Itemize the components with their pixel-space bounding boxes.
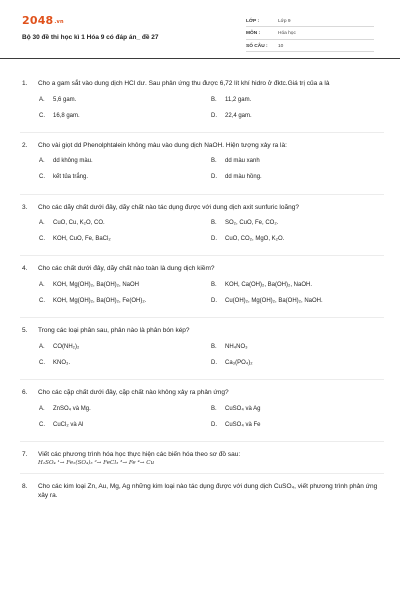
option-text: 22,4 gam. <box>225 112 252 119</box>
question-text: Cho các dãy chất dưới đây, dãy chất nào tác dụng được với dung dịch axit sunfuric loãng? <box>38 203 299 211</box>
answer-option[interactable] <box>211 234 383 244</box>
question-text: Cho các chất dưới đây, dãy chất nào toàn là dung dịch kiềm? <box>38 265 215 273</box>
question-number: 6. <box>22 388 28 396</box>
question-divider <box>20 473 384 474</box>
question-number: 3. <box>22 203 28 211</box>
question-item <box>22 204 382 251</box>
option-letter: C. <box>39 359 45 366</box>
option-text: kết tủa trắng. <box>53 174 89 181</box>
logo-suffix: .vn <box>54 19 64 25</box>
question-text: Viết các phương trình hóa học thực hiện các biến hóa theo sơ đồ sau: <box>38 450 241 458</box>
question-list <box>22 80 382 505</box>
question-number: 5. <box>22 327 28 335</box>
meta-label: LỚP : <box>246 18 260 24</box>
answer-option[interactable] <box>39 280 211 290</box>
option-text: ZnSO₄ và Mg. <box>53 405 91 412</box>
question-item <box>22 483 382 501</box>
option-text: Ca₃(PO₄)₂ <box>225 359 253 366</box>
question-number: 2. <box>22 141 28 149</box>
answer-option[interactable] <box>39 234 211 244</box>
answer-options <box>39 218 382 250</box>
option-letter: D. <box>211 359 217 366</box>
option-text: CuO, CO₂, MgO, K₂O. <box>225 236 285 243</box>
option-text: KNO₃. <box>53 359 71 366</box>
option-letter: D. <box>211 174 217 181</box>
question-divider <box>20 441 384 442</box>
option-text: CO(NH₂)₂ <box>53 343 80 350</box>
answer-option[interactable] <box>39 111 211 121</box>
question-text: Cho các cặp chất dưới đây, cặp chất nào không xảy ra phản ứng? <box>38 388 229 396</box>
question-number: 8. <box>22 482 28 490</box>
question-number: 1. <box>22 80 28 87</box>
answer-option[interactable] <box>39 404 211 414</box>
option-letter: A. <box>39 282 45 289</box>
meta-row <box>246 16 374 27</box>
answer-option[interactable] <box>211 358 383 368</box>
answer-option[interactable] <box>39 420 211 430</box>
answer-option[interactable] <box>39 296 211 306</box>
option-text: KOH, Mg(OH)₂, Ba(OH)₂, NaOH <box>53 282 139 289</box>
meta-value: Lớp 9 <box>278 18 291 24</box>
option-text: 5,6 gam. <box>53 96 77 103</box>
option-letter: D. <box>211 298 217 305</box>
answer-option[interactable] <box>211 296 383 306</box>
question-divider <box>20 317 384 318</box>
option-letter: C. <box>39 112 45 119</box>
option-text: NH₄NO₃ <box>225 343 248 350</box>
option-text: dd màu xanh <box>225 158 260 165</box>
answer-options <box>39 157 382 189</box>
question-text: Cho vài giọt dd Phenolphtalein không màu vào dung dịch NaOH. Hiện tượng xảy ra là: <box>38 141 287 149</box>
answer-option[interactable] <box>39 173 211 183</box>
option-letter: D. <box>211 236 217 243</box>
document-title: Bộ 30 đề thi học kì 1 Hóa 9 có đáp án_ đề 27 <box>22 33 159 41</box>
option-letter: B. <box>211 282 217 289</box>
option-letter: B. <box>211 158 217 165</box>
option-text: SO₂, CuO, Fe, CO₂. <box>225 220 279 227</box>
document-meta <box>246 16 374 54</box>
meta-value: 10 <box>278 43 284 49</box>
option-letter: C. <box>39 236 45 243</box>
meta-label: MÔN : <box>246 31 261 37</box>
question-item <box>22 451 382 468</box>
question-text: Trong các loại phân sau, phân nào là phân bón kép? <box>38 327 190 335</box>
option-letter: A. <box>39 405 45 412</box>
option-text: CuO, Cu, K₂O, CO. <box>53 220 105 227</box>
meta-row <box>246 41 374 52</box>
answer-option[interactable] <box>39 342 211 352</box>
answer-options <box>39 95 382 127</box>
meta-row <box>246 29 374 40</box>
answer-options <box>39 280 382 312</box>
answer-option[interactable] <box>39 218 211 228</box>
option-letter: B. <box>211 405 217 412</box>
option-text: Cu(OH)₂, Mg(OH)₂, Ba(OH)₂, NaOH. <box>225 298 323 305</box>
option-text: KOH, Mg(OH)₂, Ba(OH)₂, Fe(OH)₂. <box>53 298 147 305</box>
answer-option[interactable] <box>211 218 383 228</box>
answer-option[interactable] <box>211 157 383 167</box>
answer-option[interactable] <box>39 157 211 167</box>
option-letter: B. <box>211 220 217 227</box>
option-letter: C. <box>39 174 45 181</box>
option-letter: A. <box>39 158 45 165</box>
answer-option[interactable] <box>211 342 383 352</box>
option-letter: C. <box>39 298 45 305</box>
logo-text: 2048 <box>22 14 54 27</box>
option-text: CuSO₄ và Ag <box>225 405 261 412</box>
question-number: 7. <box>22 450 28 458</box>
option-text: KOH, CuO, Fe, BaCl₂ <box>53 236 111 243</box>
option-letter: D. <box>211 112 217 119</box>
header-divider <box>0 58 400 59</box>
answer-option[interactable] <box>39 95 211 105</box>
question-number: 4. <box>22 265 28 273</box>
option-letter: B. <box>211 343 217 350</box>
answer-option[interactable] <box>39 358 211 368</box>
meta-label: SỐ CÂU : <box>246 43 268 49</box>
answer-option[interactable] <box>211 111 383 121</box>
question-text: Cho a gam sắt vào dung dịch HCl dư. Sau phản ứng thu được 6,72 lít khí hidro ở đktc.Giá trị của a là <box>38 80 330 87</box>
question-item <box>22 327 382 374</box>
option-letter: D. <box>211 421 217 428</box>
option-letter: A. <box>39 220 45 227</box>
question-item <box>22 389 382 436</box>
option-text: CuCl₂ và Al <box>53 421 84 428</box>
question-divider <box>20 132 384 133</box>
question-divider <box>20 255 384 256</box>
option-letter: B. <box>211 96 217 103</box>
option-text: 16,8 gam. <box>53 112 80 119</box>
reaction-chain: H₂SO₄ ¹→ Fe₂(SO₄)₃ ²→ FeCl₃ ³→ Fe ⁴→ Cu <box>38 460 155 467</box>
answer-option[interactable] <box>211 420 383 430</box>
question-divider <box>20 379 384 380</box>
question-text: Cho các kim loại Zn, Au, Mg, Ag những kim loại nào tác dụng được với dung dịch CuSO₄, viết phương trình phản ứng xảy ra. <box>38 482 378 499</box>
option-text: dd màu hồng. <box>225 174 262 181</box>
option-text: dd không màu. <box>53 158 93 165</box>
answer-option[interactable] <box>211 173 383 183</box>
answer-option[interactable] <box>211 95 383 105</box>
question-item <box>22 142 382 189</box>
question-item <box>22 80 382 127</box>
option-letter: A. <box>39 343 45 350</box>
option-text: CuSO₄ và Fe <box>225 421 261 428</box>
option-letter: A. <box>39 96 45 103</box>
question-divider <box>20 194 384 195</box>
meta-value: Hóa học <box>278 31 296 37</box>
answer-options <box>39 404 382 436</box>
option-text: KOH, Ca(OH)₂, Ba(OH)₂, NaOH. <box>225 282 312 289</box>
answer-option[interactable] <box>211 280 383 290</box>
option-text: 11,2 gam. <box>225 96 252 103</box>
option-letter: C. <box>39 421 45 428</box>
answer-options <box>39 342 382 374</box>
answer-option[interactable] <box>211 404 383 414</box>
question-item <box>22 265 382 312</box>
